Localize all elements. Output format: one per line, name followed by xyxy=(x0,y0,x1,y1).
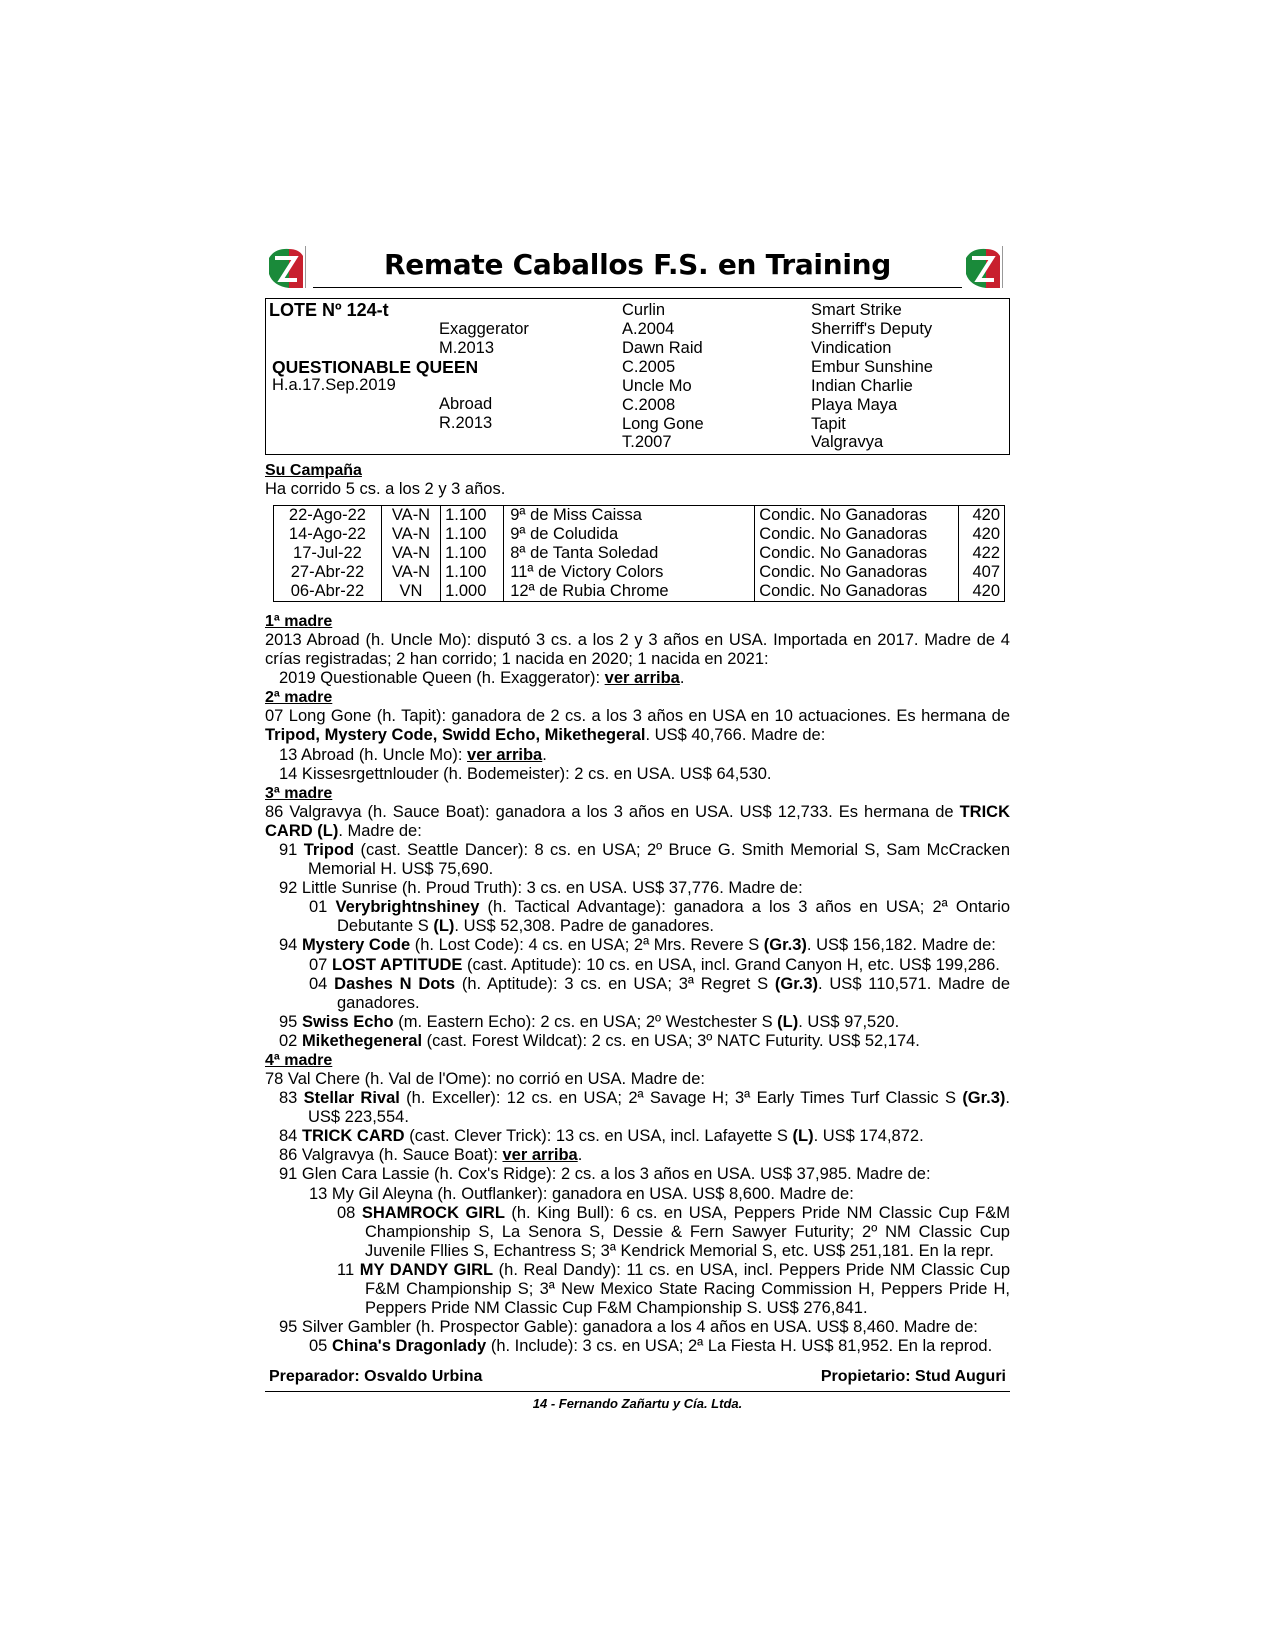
pedigree-cell: Curlin xyxy=(622,301,666,319)
table-row xyxy=(274,563,1004,582)
cell-result: 9ª de Coludida xyxy=(504,525,755,544)
table-row xyxy=(274,544,1004,563)
pedigree-cell: Smart Strike xyxy=(811,301,902,319)
pedigree-cell: Tapit xyxy=(811,415,846,433)
footer-rule xyxy=(265,1391,1010,1392)
cell-cond: Condic. No Ganadoras xyxy=(755,525,959,544)
section-heading: 3ª madre xyxy=(265,784,333,802)
list-item: 07 LOST APTITUDE (cast. Aptitude): 10 cs. en USA, incl. Grand Canyon H, etc. US$ 199,286. xyxy=(309,955,1000,974)
cell-weight: 420 xyxy=(959,525,1004,544)
section-heading: 4ª madre xyxy=(265,1051,333,1069)
cell-dist: 1.100 xyxy=(441,544,504,563)
cell-dist: 1.100 xyxy=(441,563,504,582)
pedigree-cell: Playa Maya xyxy=(811,396,898,414)
page-title: Remate Caballos F.S. en Training xyxy=(383,248,892,281)
campaign-summary: Ha corrido 5 cs. a los 2 y 3 años. xyxy=(265,480,506,498)
header-rule xyxy=(313,287,962,288)
list-item: 11 MY DANDY GIRL (h. Real Dandy): 11 cs. en USA, incl. Peppers Pride NM Classic Cup F&M Championship S; 3ª New Mexico State Racing Commission H, Peppers Pride H, Peppers Pride NM Classic Cup F&M Championship S. US$ 276,841. xyxy=(337,1260,1010,1318)
cell-cond: Condic. No Ganadoras xyxy=(755,506,959,525)
page-number: 14 - Fernando Zañartu y Cía. Ltda. xyxy=(532,1396,743,1412)
pedigree-cell: Sherriff's Deputy xyxy=(811,320,933,338)
list-item: 14 Kissesrgettnlouder (h. Bodemeister): 2 cs. en USA. US$ 64,530. xyxy=(279,764,772,783)
table-row xyxy=(274,582,1004,601)
list-item: 94 Mystery Code (h. Lost Code): 4 cs. en USA; 2ª Mrs. Revere S (Gr.3). US$ 156,182. Madre de: xyxy=(279,936,996,955)
trainer-label: Preparador: Osvaldo Urbina xyxy=(269,1368,483,1386)
pedigree-cell: Uncle Mo xyxy=(622,377,692,395)
campaign-heading: Su Campaña xyxy=(265,462,362,479)
pedigree-cell: Indian Charlie xyxy=(811,377,913,395)
list-item: 05 China's Dragonlady (h. Include): 3 cs. en USA; 2ª La Fiesta H. US$ 81,952. En la reprod. xyxy=(309,1337,993,1356)
horse-info: H.a.17.Sep.2019 xyxy=(272,376,396,394)
list-item: 95 Swiss Echo (m. Eastern Echo): 2 cs. en USA; 2º Westchester S (L). US$ 97,520. xyxy=(279,1012,900,1031)
sire-name: Exaggerator xyxy=(439,320,529,338)
cell-date: 22-Ago-22 xyxy=(288,506,366,525)
campaign-table xyxy=(273,505,1005,602)
pedigree-cell: A.2004 xyxy=(622,320,675,338)
lot-number: LOTE Nº 124-t xyxy=(269,300,389,320)
pedigree-cell: Long Gone xyxy=(622,415,704,433)
cell-result: 9ª de Miss Caissa xyxy=(504,506,755,525)
page-footer xyxy=(265,1368,1010,1386)
page xyxy=(265,244,1010,1411)
dam-paragraph: 86 Valgravya (h. Sauce Boat): ganadora a los 3 años en USA. US$ 12,733. Es hermana de TRICK CARD (L). Madre de: xyxy=(265,802,1010,840)
owner-label: Propietario: Stud Auguri xyxy=(820,1368,1006,1386)
cell-track: VA-N xyxy=(381,563,440,582)
pedigree-cell: Vindication xyxy=(811,339,892,357)
list-item: 95 Silver Gambler (h. Prospector Gable): ganadora a los 4 años en USA. US$ 8,460. Madre de: xyxy=(279,1318,978,1337)
cell-date: 27-Abr-22 xyxy=(290,563,365,582)
dam-name: Abroad xyxy=(439,395,493,413)
pedigree-cell: Dawn Raid xyxy=(622,339,703,357)
pedigree-cell: T.2007 xyxy=(622,433,672,451)
cell-date: 14-Ago-22 xyxy=(288,525,366,544)
dam-paragraph: 07 Long Gone (h. Tapit): ganadora de 2 cs. a los 3 años en USA en 10 actuaciones. Es hermana de Tripod, Mystery Code, Swidd Echo, Mikethegeral. US$ 40,766. Madre de: xyxy=(265,707,1010,745)
list-item: 86 Valgravya (h. Sauce Boat): ver arriba. xyxy=(279,1146,583,1165)
cell-cond: Condic. No Ganadoras xyxy=(755,563,959,582)
dam-info: R.2013 xyxy=(439,414,493,432)
table-row xyxy=(274,506,1004,525)
cell-dist: 1.100 xyxy=(441,525,504,544)
list-item: 92 Little Sunrise (h. Proud Truth): 3 cs. en USA. US$ 37,776. Madre de: xyxy=(279,879,803,898)
list-item: 84 TRICK CARD (cast. Clever Trick): 13 cs. en USA, incl. Lafayette S (L). US$ 174,872. xyxy=(279,1127,924,1146)
list-item: 91 Glen Cara Lassie (h. Cox's Ridge): 2 cs. a los 3 años en USA. US$ 37,985. Madre de: xyxy=(279,1165,931,1184)
list-item: 2019 Questionable Queen (h. Exaggerator): ver arriba. xyxy=(279,669,685,688)
list-item: 01 Verybrightnshiney (h. Tactical Advantage): ganadora a los 3 años en USA; 2ª Ontario Debutante S (L). US$ 52,308. Padre de ganadores. xyxy=(309,898,1011,936)
cell-weight: 422 xyxy=(959,544,1004,563)
cell-weight: 420 xyxy=(959,582,1004,601)
remates-logo xyxy=(962,244,1010,290)
dam-paragraph: 2013 Abroad (h. Uncle Mo): disputó 3 cs. a los 2 y 3 años en USA. Importada en 2017. Madre de 4 crías registradas; 2 han corrido; 1 nacida en 2020; 1 nacida en 2021: xyxy=(265,631,1010,669)
remates-logo xyxy=(265,244,313,290)
list-item: 13 Abroad (h. Uncle Mo): ver arriba. xyxy=(279,745,547,764)
cell-track: VA-N xyxy=(381,506,440,525)
cell-weight: 407 xyxy=(959,563,1004,582)
section-heading: 2ª madre xyxy=(265,689,333,707)
cell-date: 06-Abr-22 xyxy=(290,582,365,601)
list-item: 83 Stellar Rival (h. Exceller): 12 cs. en USA; 2ª Savage H; 3ª Early Times Turf Classic S (Gr.3). US$ 223,554. xyxy=(279,1089,1011,1127)
cell-result: 8ª de Tanta Soledad xyxy=(504,544,755,563)
page-header xyxy=(265,244,1010,290)
cell-weight: 420 xyxy=(959,506,1004,525)
cell-dist: 1.100 xyxy=(441,506,504,525)
list-item: 91 Tripod (cast. Seattle Dancer): 8 cs. en USA; 2º Bruce G. Smith Memorial S, Sam McCracken Memorial H. US$ 75,690. xyxy=(279,840,1011,879)
dam-paragraph: 78 Val Chere (h. Val de l'Ome): no corrió en USA. Madre de: xyxy=(265,1069,705,1088)
pedigree-cell: C.2005 xyxy=(622,358,676,376)
list-item: 02 Mikethegeneral (cast. Forest Wildcat): 2 cs. en USA; 3º NATC Futurity. US$ 52,174. xyxy=(279,1031,920,1050)
cell-cond: Condic. No Ganadoras xyxy=(755,544,959,563)
pedigree-cell: Embur Sunshine xyxy=(811,358,933,376)
list-item: 08 SHAMROCK GIRL (h. King Bull): 6 cs. en USA, Peppers Pride NM Classic Cup F&M Championship S, La Senora S, Dessie & Fern Sawyer Futurity; 2º NM Classic Cup Juvenile Fllies S, Echantress S; 3ª Kendrick Memorial S, etc. US$ 251,181. En la repr. xyxy=(337,1203,1011,1260)
cell-result: 11ª de Victory Colors xyxy=(504,563,755,582)
cell-date: 17-Jul-22 xyxy=(293,544,362,563)
cell-track: VN xyxy=(381,582,440,601)
list-item: 04 Dashes N Dots (h. Aptitude): 3 cs. en USA; 3ª Regret S (Gr.3). US$ 110,571. Madre de ganadores. xyxy=(309,974,1011,1012)
cell-result: 12ª de Rubia Chrome xyxy=(504,582,755,601)
cell-cond: Condic. No Ganadoras xyxy=(755,582,959,601)
list-item: 13 My Gil Aleyna (h. Outflanker): ganadora en USA. US$ 8,600. Madre de: xyxy=(309,1184,854,1203)
horse-name: QUESTIONABLE QUEEN xyxy=(272,357,479,377)
section-heading: 1ª madre xyxy=(265,613,333,631)
table-row xyxy=(274,525,1004,544)
pedigree-box xyxy=(265,298,1010,455)
pedigree-cell: Valgravya xyxy=(811,433,884,451)
cell-dist: 1.000 xyxy=(441,582,504,601)
sire-info: M.2013 xyxy=(439,339,495,357)
cell-track: VA-N xyxy=(381,544,440,563)
cell-track: VA-N xyxy=(381,525,440,544)
pedigree-cell: C.2008 xyxy=(622,396,676,414)
